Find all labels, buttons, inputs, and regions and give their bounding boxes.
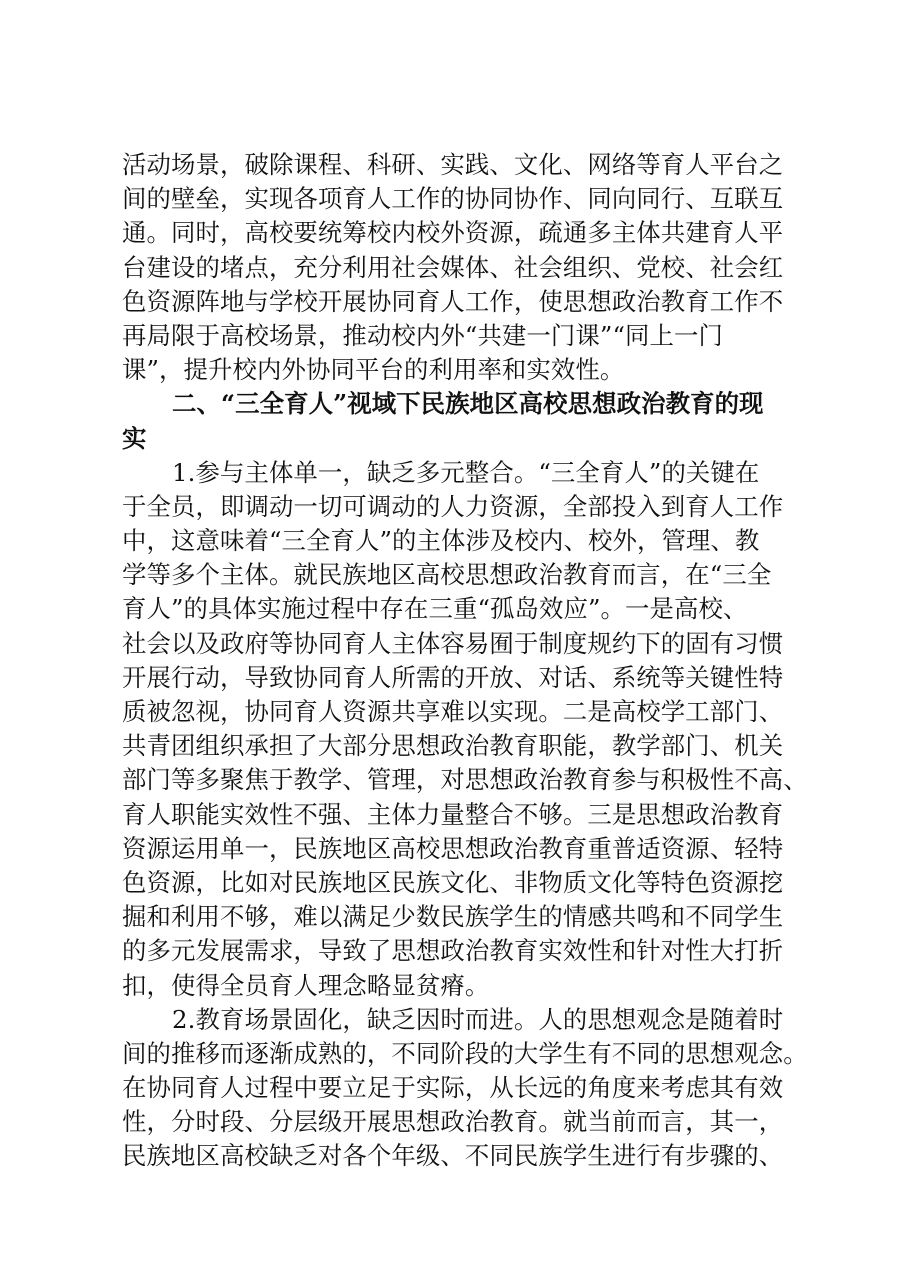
body-line: 色资源阵地与学校开展协同育人工作，使思想政治教育工作不 — [122, 286, 784, 316]
body-line: 的多元发展需求，导致了思想政治教育实效性和针对性大打折 — [122, 936, 784, 966]
document-body — [122, 148, 808, 1174]
body-line: 掘和利用不够，难以满足少数民族学生的情感共鸣和不同学生 — [122, 902, 784, 932]
body-line: 社会以及政府等协同育人主体容易囿于制度规约下的固有习惯 — [122, 628, 784, 658]
body-line: 开展行动，导致协同育人所需的开放、对话、系统等关键性特 — [122, 662, 784, 692]
body-line: 在协同育人过程中要立足于实际，从长远的角度来考虑其有效 — [122, 1073, 784, 1103]
body-line: 质被忽视，协同育人资源共享难以实现。二是高校学工部门、 — [122, 697, 784, 726]
body-line: 扣，使得全员育人理念略显贫瘠。 — [122, 970, 490, 1000]
paragraph-1-start: 1.参与主体单一，缺乏多元整合。“三全育人”的关键在 — [172, 457, 760, 487]
body-line: 性，分时段、分层级开展思想政治教育。就当前而言，其一， — [122, 1107, 784, 1137]
body-line: 间的推移而逐渐成熟的，不同阶段的大学生有不同的思想观念。 — [122, 1038, 808, 1068]
section-heading-continued: 实 — [122, 423, 147, 453]
body-line: 活动场景，破除课程、科研、实践、文化、网络等育人平台之 — [122, 150, 784, 179]
body-line: 色资源，比如对民族地区民族文化、非物质文化等特色资源挖 — [122, 867, 784, 897]
body-line: 于全员，即调动一切可调动的人力资源，全部投入到育人工作 — [122, 491, 784, 521]
body-line: 育人职能实效性不强、主体力量整合不够。三是思想政治教育 — [122, 799, 784, 829]
body-line: 育人”的具体实施过程中存在三重“孤岛效应”。一是高校、 — [122, 594, 748, 624]
body-line: 民族地区高校缺乏对各个年级、不同民族学生进行有步骤的、 — [122, 1141, 784, 1171]
body-line: 部门等多聚焦于教学、管理，对思想政治教育参与积极性不高、 — [122, 765, 808, 795]
body-line: 中，这意味着“三全育人”的主体涉及校内、校外，管理、教 — [122, 526, 760, 556]
body-line: 间的壁垒，实现各项育人工作的协同协作、同向同行、互联互 — [122, 184, 784, 214]
body-line: 学等多个主体。就民族地区高校思想政治教育而言，在“三全 — [122, 560, 772, 590]
body-line: 共青团组织承担了大部分思想政治教育职能，教学部门、机关 — [122, 731, 784, 761]
body-line: 课”，提升校内外协同平台的利用率和实效性。 — [122, 355, 625, 385]
body-line: 台建设的堵点，充分利用社会媒体、社会组织、党校、社会红 — [122, 252, 784, 282]
section-heading: 二、“三全育人”视域下民族地区高校思想政治教育的现 — [172, 389, 764, 419]
paragraph-2-start: 2.教育场景固化，缺乏因时而进。人的思想观念是随着时 — [172, 1004, 784, 1034]
body-line: 资源运用单一，民族地区高校思想政治教育重普适资源、轻特 — [122, 833, 784, 863]
body-line: 通。同时，高校要统筹校内校外资源，疏通多主体共建育人平 — [122, 218, 784, 248]
body-line: 再局限于高校场景，推动校内外“共建一门课”“同上一门 — [122, 320, 723, 350]
